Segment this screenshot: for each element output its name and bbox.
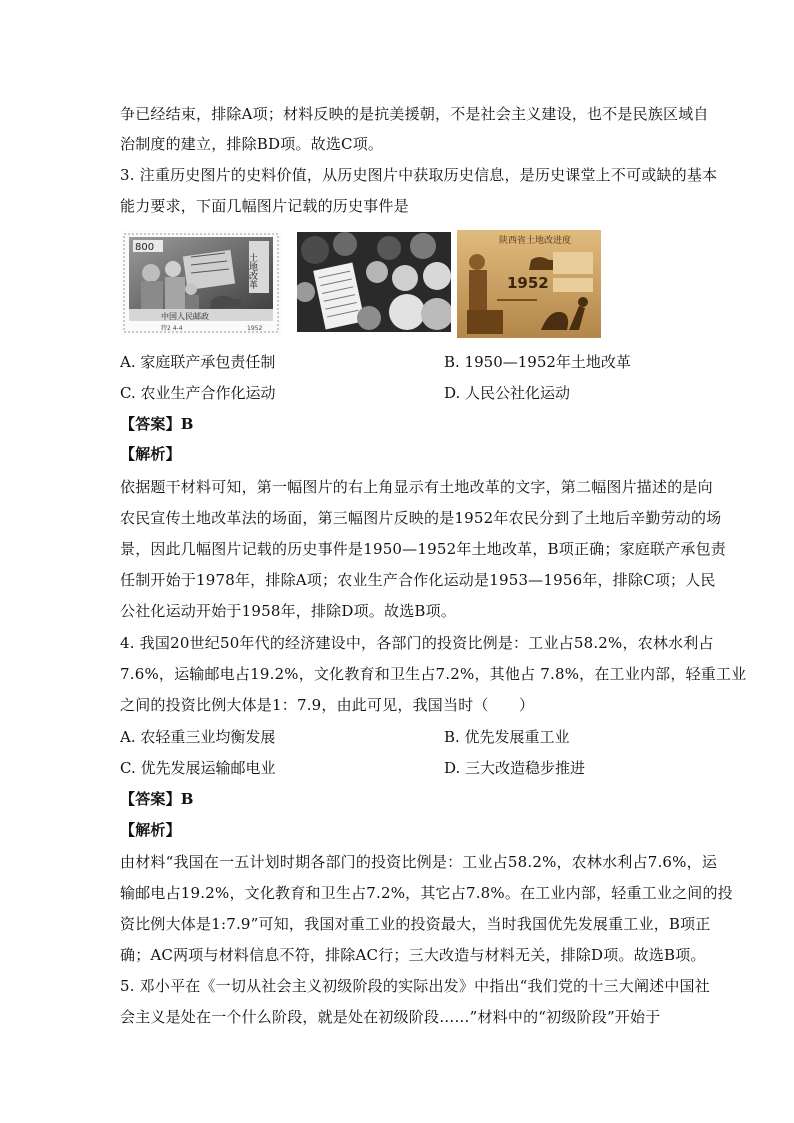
q4-option-d: D. 三大改造稳步推进 — [444, 759, 586, 777]
crowd-reading-law-image — [297, 232, 451, 332]
q4-option-c: C. 优先发展运输邮电业 — [120, 759, 276, 777]
q3-option-a: A. 家庭联产承包责任制 — [120, 353, 276, 371]
q4-analysis-text: 输邮电占19.2%，文化教育和卫生占7.2%，其它占7.8%。在工业内部，轻重工业之间的投 — [120, 884, 733, 902]
q3-analysis-text: 农民宣传土地改革法的场面，第三幅图片反映的是1952年农民分到了土地后辛勤劳动的场 — [120, 509, 722, 527]
stamp-side-text: 土地改革 — [247, 253, 257, 289]
question-5-stem: 会主义是处在一个什么阶段，就是处在初级阶段……”材料中的“初级阶段”开始于 — [120, 1008, 661, 1026]
stamp-value: 800 — [135, 242, 155, 253]
q3-answer: 【答案】B — [120, 415, 194, 433]
question-4-stem: 4. 我国20世纪50年代的经济建设中，各部门的投资比例是：工业占58.2%，农林水利占 — [120, 634, 714, 652]
question-4-stem: 之间的投资比例大体是1：7.9，由此可见，我国当时（ ） — [120, 696, 535, 714]
q3-analysis-text: 任制开始于1978年，排除A项；农业生产合作化运动是1953—1956年，排除C项；人民 — [120, 571, 716, 589]
text-line: 治制度的建立，排除BD项。故选C项。 — [120, 135, 384, 153]
q3-option-b: B. 1950—1952年土地改革 — [444, 353, 631, 371]
text-line: 争已经结束，排除A项；材料反映的是抗美援朝，不是社会主义建设，也不是民族区域自 — [120, 105, 709, 123]
q4-option-b: B. 优先发展重工业 — [444, 728, 570, 746]
q3-option-c: C. 农业生产合作化运动 — [120, 384, 276, 402]
stamp-year: 1952 — [247, 325, 263, 332]
q4-analysis-text: 资比例大体是1:7.9”可知，我国对重工业的投资最大，当时我国优先发展重工业，B项正 — [120, 915, 711, 933]
stamp-bottom-text: 中国人民邮政 — [161, 312, 209, 321]
q3-analysis-text: 景，因此几幅图片记载的历史事件是1950—1952年土地改革，B项正确；家庭联产承包责 — [120, 540, 726, 558]
question-3-stem: 3. 注重历史图片的史料价值，从历史图片中获取历史信息，是历史课堂上不可或缺的基本 — [120, 166, 718, 184]
q3-option-d: D. 人民公社化运动 — [444, 384, 571, 402]
question-5-stem: 5. 邓小平在《一切从社会主义初级阶段的实际出发》中指出“我们党的十三大阐述中国社 — [120, 977, 710, 995]
land-reform-poster-image — [457, 230, 601, 338]
q3-analysis-heading: 【解析】 — [120, 445, 181, 463]
land-reform-stamp-image — [121, 231, 281, 335]
q4-analysis-heading: 【解析】 — [120, 821, 181, 839]
stamp-code: 特2 4-4 — [161, 325, 183, 332]
q3-analysis-text: 公社化运动开始于1958年，排除D项。故选B项。 — [120, 602, 457, 620]
q4-analysis-text: 由材料“我国在一五计划时期各部门的投资比例是：工业占58.2%，农林水利占7.6%，运 — [120, 853, 718, 871]
question-3-stem: 能力要求，下面几幅图片记载的历史事件是 — [120, 197, 409, 215]
poster-illustration — [457, 230, 601, 338]
q4-analysis-text: 确；AC两项与材料信息不符，排除AC行；三大改造与材料无关，排除D项。故选B项。 — [120, 946, 706, 964]
q4-option-a: A. 农轻重三业均衡发展 — [120, 728, 276, 746]
q4-answer: 【答案】B — [120, 790, 194, 808]
crowd-photo-illustration — [297, 232, 451, 332]
poster-year: 1952 — [507, 274, 549, 292]
q3-analysis-text: 依据题干材料可知，第一幅图片的右上角显示有土地改革的文字，第二幅图片描述的是向 — [120, 478, 713, 496]
question-4-stem: 7.6%，运输邮电占19.2%，文化教育和卫生占7.2%，其他占 7.8%，在工业内部，轻重工业 — [120, 665, 747, 683]
stamp-illustration — [121, 231, 281, 335]
poster-title: 陕西省土地改进度 — [499, 236, 572, 246]
